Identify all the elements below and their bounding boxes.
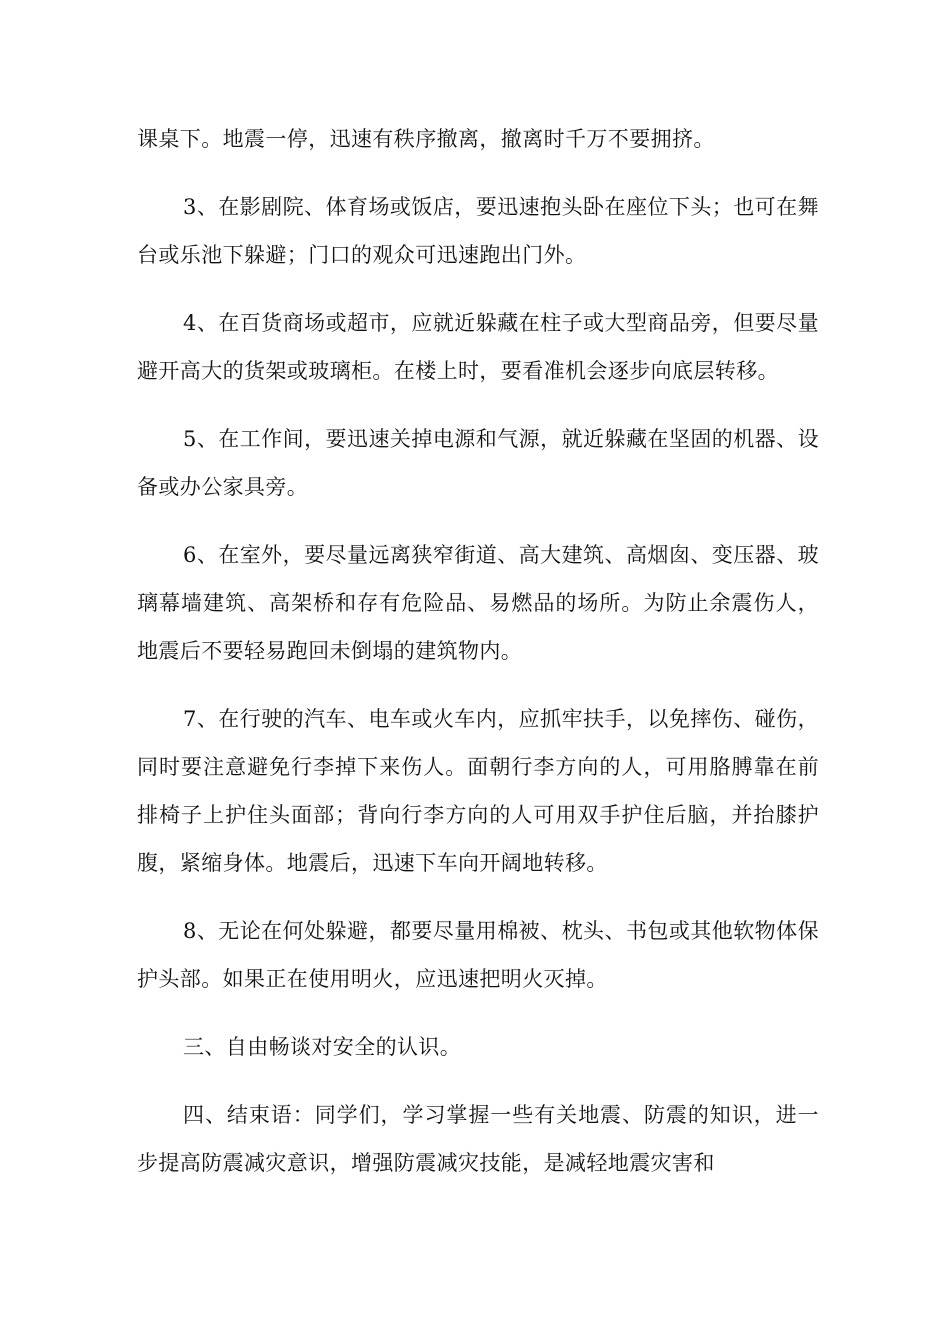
paragraph-item-3: 3、在影剧院、体育场或饭店，要迅速抱头卧在座位下头；也可在舞台或乐池下躲避；门口的观众可迅速跑出门外。: [137, 195, 819, 267]
paragraph-item-7: 7、在行驶的汽车、电车或火车内，应抓牢扶手，以免摔伤、碰伤，同时要注意避免行李掉下来伤人。面朝行李方向的人，可用胳膊靠在前排椅子上护住头面部；背向行李方向的人可用双手护住后脑，并抬膝护腹，紧缩身体。地震后，迅速下车向开阔地转移。: [137, 707, 819, 875]
paragraph-continuation: 课桌下。地震一停，迅速有秩序撤离，撤离时千万不要拥挤。: [137, 127, 715, 151]
paragraph-item-4: 4、在百货商场或超市，应就近躲藏在柱子或大型商品旁，但要尽量避开高大的货架或玻璃柜。在楼上时，要看准机会逐步向底层转移。: [137, 311, 819, 383]
section-heading-four: 四、结束语：同学们，学习掌握一些有关地震、防震的知识，进一步提高防震减灾意识，增强防震减灾技能，是减轻地震灾害和: [137, 1103, 819, 1175]
paragraph-item-8: 8、无论在何处躲避，都要尽量用棉被、枕头、书包或其他软物体保护头部。如果正在使用明火，应迅速把明火灭掉。: [137, 919, 819, 991]
paragraph-item-5: 5、在工作间，要迅速关掉电源和气源，就近躲藏在坚固的机器、设备或办公家具旁。: [137, 427, 819, 499]
document-body: [137, 115, 819, 1207]
paragraph-item-6: 6、在室外，要尽量远离狭窄街道、高大建筑、高烟囱、变压器、玻璃幕墙建筑、高架桥和存有危险品、易燃品的场所。为防止余震伤人，地震后不要轻易跑回未倒塌的建筑物内。: [137, 543, 819, 663]
section-heading-three: 三、自由畅谈对安全的认识。: [183, 1035, 462, 1059]
